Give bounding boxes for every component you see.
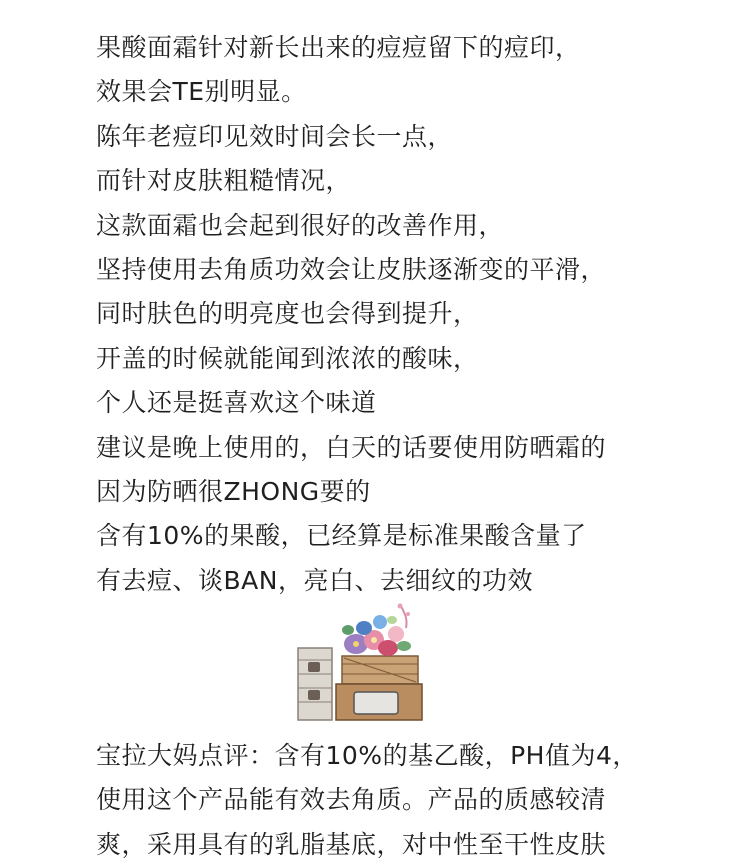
review-line: 使用这个产品能有效去角质。产品的质感较清 (96, 785, 607, 815)
article-line: 建议是晚上使用的，白天的话要使用防晒霜的 (96, 432, 607, 462)
article-line: 个人还是挺喜欢这个味道 (96, 388, 377, 418)
article-line: 开盖的时候就能闻到浓浓的酸味， (96, 343, 479, 373)
article-body (96, 26, 736, 603)
article-line: 含有10%的果酸，已经算是标准果酸含量了 (96, 521, 587, 551)
article-line: 果酸面霜针对新长出来的痘痘留下的痘印， (96, 33, 581, 62)
review-section (96, 734, 736, 867)
article-line: 效果会TE别明显。 (96, 77, 307, 107)
article-line: 同时肤色的明亮度也会得到提升， (96, 299, 479, 329)
article-line: 因为防晒很ZHONG要的 (96, 476, 371, 506)
article-line: 这款面霜也会起到很好的改善作用， (96, 210, 505, 240)
article-line: 有去痘、谈BAN，亮白、去细纹的功效 (96, 565, 533, 595)
flower-crate-illustration (296, 600, 428, 722)
article-paragraph (96, 26, 736, 603)
article-line: 坚持使用去角质功效会让皮肤逐渐变的平滑， (96, 254, 607, 284)
review-line: 爽，采用具有的乳脂基底，对中性至干性皮肤 (96, 829, 607, 859)
article-line: 而针对皮肤粗糙情况， (96, 166, 352, 196)
review-line: 宝拉大妈点评：含有10%的基乙酸，PH值为4， (96, 741, 638, 770)
article-line: 陈年老痘印见效时间会长一点， (96, 121, 454, 151)
